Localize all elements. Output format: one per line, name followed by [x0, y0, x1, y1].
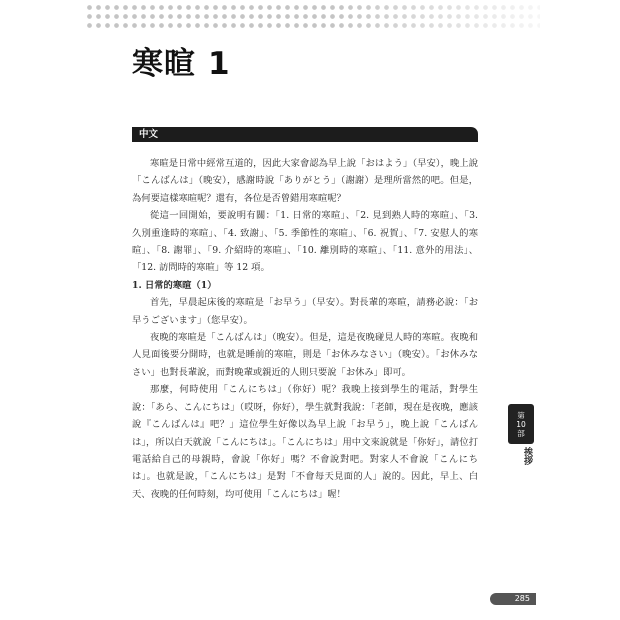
- subheading: 1. 日常的寒暄（1）: [132, 279, 217, 291]
- part-tab-line1: 第: [517, 410, 525, 420]
- title-number: 1: [208, 46, 231, 82]
- part-tab-subtitle: 挨拶: [522, 447, 532, 465]
- paragraph: 首先，早晨起床後的寒暄是「お早う」（早安）。對長輩的寒暄，請務必說：「お早うございます」（您早安）。: [132, 297, 478, 326]
- body-text: [132, 155, 478, 503]
- section-label: 中文: [139, 129, 159, 140]
- decorative-dot-pattern: [85, 3, 540, 29]
- page-title: [132, 38, 231, 83]
- page-number: 285: [490, 593, 536, 605]
- part-tab-line2: 10: [516, 419, 526, 429]
- part-tab-line3: 部: [517, 428, 525, 438]
- section-header-bar: [132, 127, 478, 142]
- title-text: 寒暄: [132, 46, 196, 82]
- part-tab: [508, 404, 534, 444]
- paragraph: 寒暄是日常中經常互道的，因此大家會認為早上說「おはよう」（早安），晚上說「こんばんは」（晚安），感謝時說「ありがとう」（謝謝）是理所當然的吧。但是，為何要這樣寒暄呢？還有，各位是否曾錯用寒暄呢？: [132, 158, 478, 204]
- paragraph: 那麼，何時使用「こんにちは」（你好）呢？我晚上接到學生的電話，對學生說：「あら、こんにちは」（哎呀，你好），學生就對我說：「老師，現在是夜晚，應該說『こんばんは』吧？」這位學生好像以為早上說「お早う」，晚上說「こんばんは」，所以白天就說「こんにちは」。「こんにちは」用中文來說就是「你好」，請位打電話給自己的母親時，會說「你好」嗎？不會說對吧。對家人不會說「こんにちは」。也就是說，「こんにちは」是對「不會每天見面的人」說的。因此，早上、白天、夜晚的任何時刻，均可使用「こんにちは」喔！: [132, 384, 478, 500]
- paragraph: 從這一回開始，要說明有關：「1. 日常的寒暄」、「2. 見到熟人時的寒暄」、「3. 久別重逢時的寒暄」、「4. 致謝」、「5. 季節性的寒暄」、「6. 祝賀」、「7. 安慰人的寒暄」、「8. 謝罪」、「9. 介紹時的寒暄」、「10. 離別時的寒暄」、「11. 意外的用法」、「12. 訪問時的寒暄」等 12 項。: [132, 210, 478, 274]
- paragraph: 夜晚的寒暄是「こんばんは」（晚安）。但是，這是夜晚碰見人時的寒暄。夜晚和人見面後要分開時，也就是睡前的寒暄，則是「お休みなさい」（晚安）。「お休みなさい」也對長輩說，而對晚輩或親近的人則只要說「お休み」即可。: [132, 332, 478, 378]
